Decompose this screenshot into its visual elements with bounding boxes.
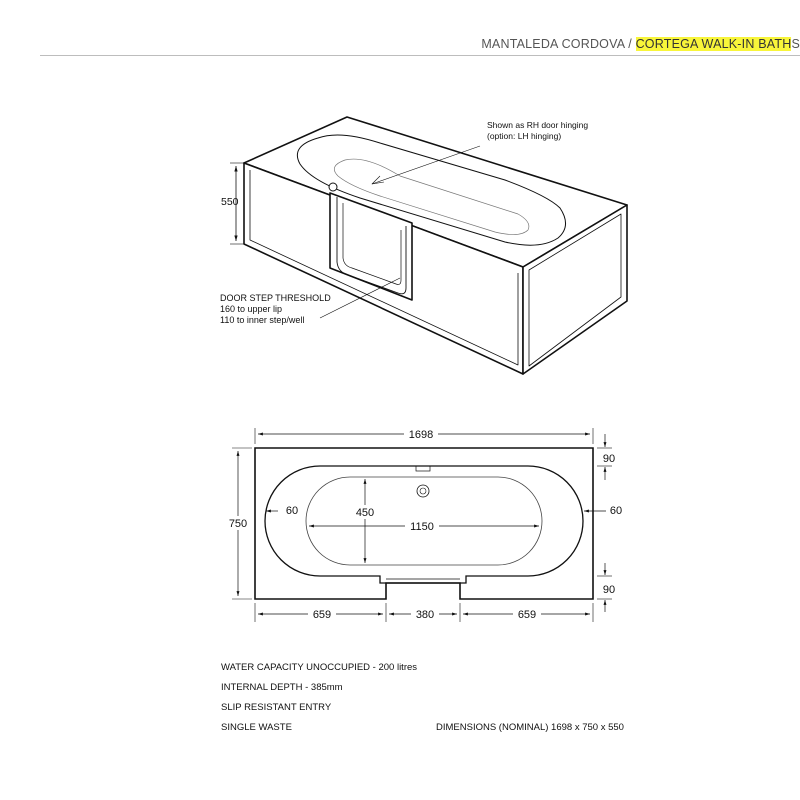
plan-overflow [416,466,430,471]
plan-left-segment-label: 659 [312,609,332,621]
iso-note-line-2: (option: LH hinging) [487,131,562,141]
header-highlight: CORTEGA WALK-IN BATH [635,37,792,51]
plan-end-right-label: 60 [609,505,623,517]
plan-rim-bottom-label: 90 [602,584,616,596]
header-suffix: S [791,37,800,51]
plan-right-segment-label: 659 [517,609,537,621]
plan-door-step [386,579,460,599]
spec-dimensions: DIMENSIONS (NOMINAL) 1698 x 750 x 550 [436,722,624,733]
iso-threshold-line-2: 110 to inner step/well [220,315,305,325]
plan-inner-length-label: 1150 [410,521,434,533]
spec-capacity: WATER CAPACITY UNOCCUPIED - 200 litres [221,662,418,673]
header-prefix: MANTALEDA CORDOVA / [481,37,636,51]
isometric-view [230,117,627,374]
iso-height-label: 550 [221,196,239,208]
plan-end-left-label: 60 [285,505,299,517]
spec-waste: SINGLE WASTE [221,722,292,733]
plan-inner-width-label: 450 [355,507,375,519]
spec-surface: SLIP RESISTANT ENTRY [221,702,332,713]
iso-threshold-line-1: 160 to upper lip [220,304,283,314]
plan-width-label: 750 [228,518,248,530]
plan-labels [226,427,622,621]
iso-threshold-title: DOOR STEP THRESHOLD [220,293,331,303]
spec-depth: INTERNAL DEPTH - 385mm [221,682,343,693]
plan-door-width-label: 380 [415,609,435,621]
plan-length-label: 1698 [408,429,434,441]
plan-rim-top-label: 90 [602,453,616,465]
iso-note-line-1: Shown as RH door hinging [487,120,589,130]
iso-tap [329,183,337,191]
plan-waste [417,485,429,497]
